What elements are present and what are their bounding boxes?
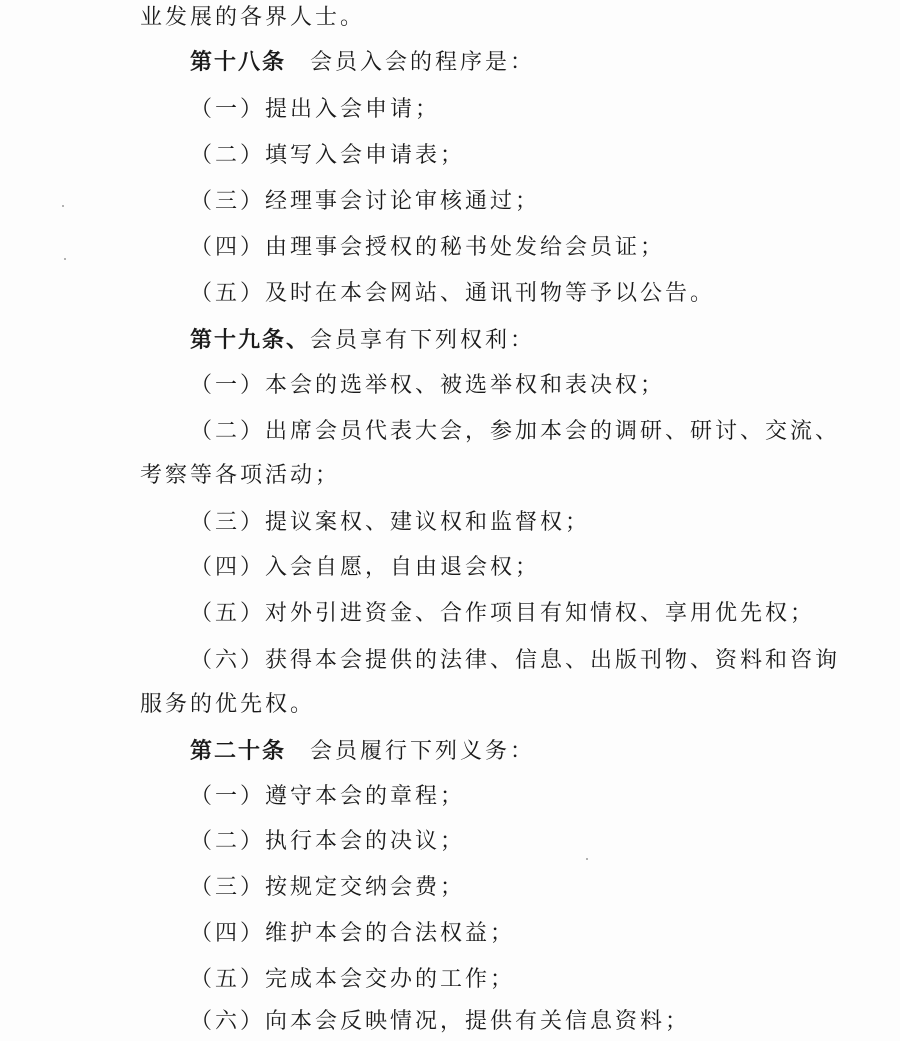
list-item-continuation: 考察等各项活动； (140, 463, 341, 488)
list-item: （五）完成本会交办的工作； (190, 967, 516, 992)
article-18-heading (0, 44, 535, 80)
list-item: （一）提出入会申请； (190, 97, 441, 122)
article-20-heading (0, 733, 535, 769)
scan-speck (64, 258, 66, 260)
list-item: （四）由理事会授权的秘书处发给会员证； (190, 235, 666, 260)
list-item: （三）提议案权、建议权和监督权； (190, 510, 591, 535)
list-item: （四）入会自愿，自由退会权； (190, 555, 541, 580)
article-19-number: 第十九条、 (190, 327, 311, 353)
article-18-title: 会员入会的程序是： (310, 50, 536, 75)
list-item: （三）经理事会讨论审核通过； (190, 189, 541, 214)
list-item-continuation: 服务的优先权。 (140, 692, 316, 717)
list-item: （三）按规定交纳会费； (190, 875, 466, 900)
scan-speck (62, 205, 64, 207)
list-item: （四）维护本会的合法权益； (190, 921, 516, 946)
scan-speck (586, 858, 588, 860)
article-19-title: 会员享有下列权利： (310, 328, 536, 353)
list-item: （五）对外引进资金、合作项目有知情权、享用优先权； (190, 601, 816, 626)
article-20-title: 会员履行下列义务： (310, 739, 536, 764)
text-line: 业发展的各界人士。 (140, 5, 366, 30)
list-item: （六）获得本会提供的法律、信息、出版刊物、资料和咨询 (190, 648, 841, 673)
list-item: （一）遵守本会的章程； (190, 784, 466, 809)
list-item: （六）向本会反映情况，提供有关信息资料； (190, 1009, 691, 1034)
article-19-heading (0, 322, 535, 358)
list-item: （二）出席会员代表大会，参加本会的调研、研讨、交流、 (190, 419, 841, 444)
list-item: （一）本会的选举权、被选举权和表决权； (190, 373, 666, 398)
article-20-number: 第二十条 (190, 738, 287, 764)
list-item: （五）及时在本会网站、通讯刊物等予以公告。 (190, 281, 716, 306)
list-item: （二）执行本会的决议； (190, 829, 466, 854)
article-18-number: 第十八条 (190, 49, 287, 75)
list-item: （二）填写入会申请表； (190, 143, 466, 168)
